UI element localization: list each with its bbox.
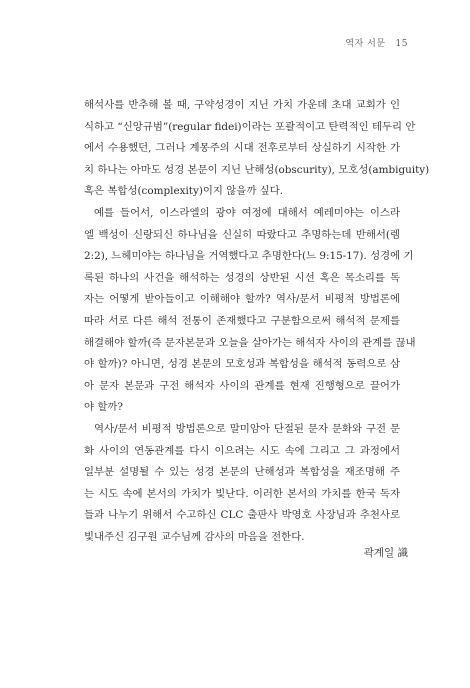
text-line: 자는 어떻게 받아들이고 이해해야 할까? 역사/문서 비평적 방법론에 xyxy=(84,293,400,306)
text-line: 일부분 설명될 수 있는 성경 본문의 난해성과 복합성을 재조명해 주 xyxy=(84,466,400,479)
paragraph-3 xyxy=(84,419,400,549)
paragraph-2 xyxy=(84,203,416,419)
text-line: 는 시도 속에 본서의 가치가 빛난다. 이러한 본서의 가치를 한국 독자 xyxy=(84,487,400,500)
text-line: 2:2), 느헤미야는 하나님을 거역했다고 추명한다(느 9:15-17). 성경에 기 xyxy=(84,250,414,263)
text-line: 야 할까? xyxy=(84,401,123,414)
running-title: 역자 서문 xyxy=(345,39,386,49)
text-line: 빛내주신 김구원 교수님께 감사의 마음을 전한다. xyxy=(84,530,305,543)
text-line: 엘 백성이 신랑되신 하나님을 신실히 따랐다고 추명하는데 반해서(렘 xyxy=(84,228,400,241)
text-line: 해석사를 반추해 볼 때, 구약성경이 지닌 가치 가운데 초대 교회가 인 xyxy=(84,99,400,111)
text-line: 예를 들어서, 이스라엘의 광야 여정에 대해서 예레미야는 이스라 xyxy=(94,206,400,219)
text-line: 역사/문서 비평적 방법론으로 말미암아 단절된 문자 문화와 구전 문 xyxy=(94,422,400,435)
text-line: 아 문자 본문과 구전 해석자 사이의 관계를 현재 진행형으로 끌어가 xyxy=(84,379,400,392)
page-number: 15 xyxy=(395,39,408,49)
translator-signature: 곽계일 識 xyxy=(363,547,408,559)
paragraph-1 xyxy=(84,95,430,203)
text-line: 에서 수용했던, 그러나 계몽주의 시대 전후로부터 상실하기 시작한 가 xyxy=(84,142,400,155)
running-header xyxy=(345,36,408,49)
text-line: 따라 서로 다른 해석 전통이 존재했다고 구분함으로써 해석적 문제를 xyxy=(84,314,400,327)
body-text xyxy=(84,95,430,548)
text-line: 식하고 “신앙규범”(regular fidei)이라는 포괄적이고 탄력적인 테두리 안 xyxy=(84,120,416,133)
text-line: 화 사이의 연동관계를 다시 이으려는 시도 속에 그리고 그 과정에서 xyxy=(84,444,400,457)
text-line: 들과 나누기 위해서 수고하신 CLC 출판사 박영호 사장님과 추천사로 xyxy=(84,509,400,522)
text-line: 혹은 복합성(complexity)이지 않을까 싶다. xyxy=(84,185,284,198)
text-line: 해결해야 할까(즉 문자본문과 오늘을 살아가는 해석자 사이의 관계를 끊내 xyxy=(84,336,416,349)
text-line: 치 하나는 아마도 성경 본문이 지닌 난해성(obscurity), 모호성(ambiguity) xyxy=(84,163,430,176)
text-line: 야 할까)? 아니면, 성경 본문의 모호성과 복합성을 해석적 동력으로 삼 xyxy=(84,358,400,371)
text-line: 록된 하나의 사건을 해석하는 성경의 상반된 시선 혹은 목소리를 독 xyxy=(84,271,400,284)
